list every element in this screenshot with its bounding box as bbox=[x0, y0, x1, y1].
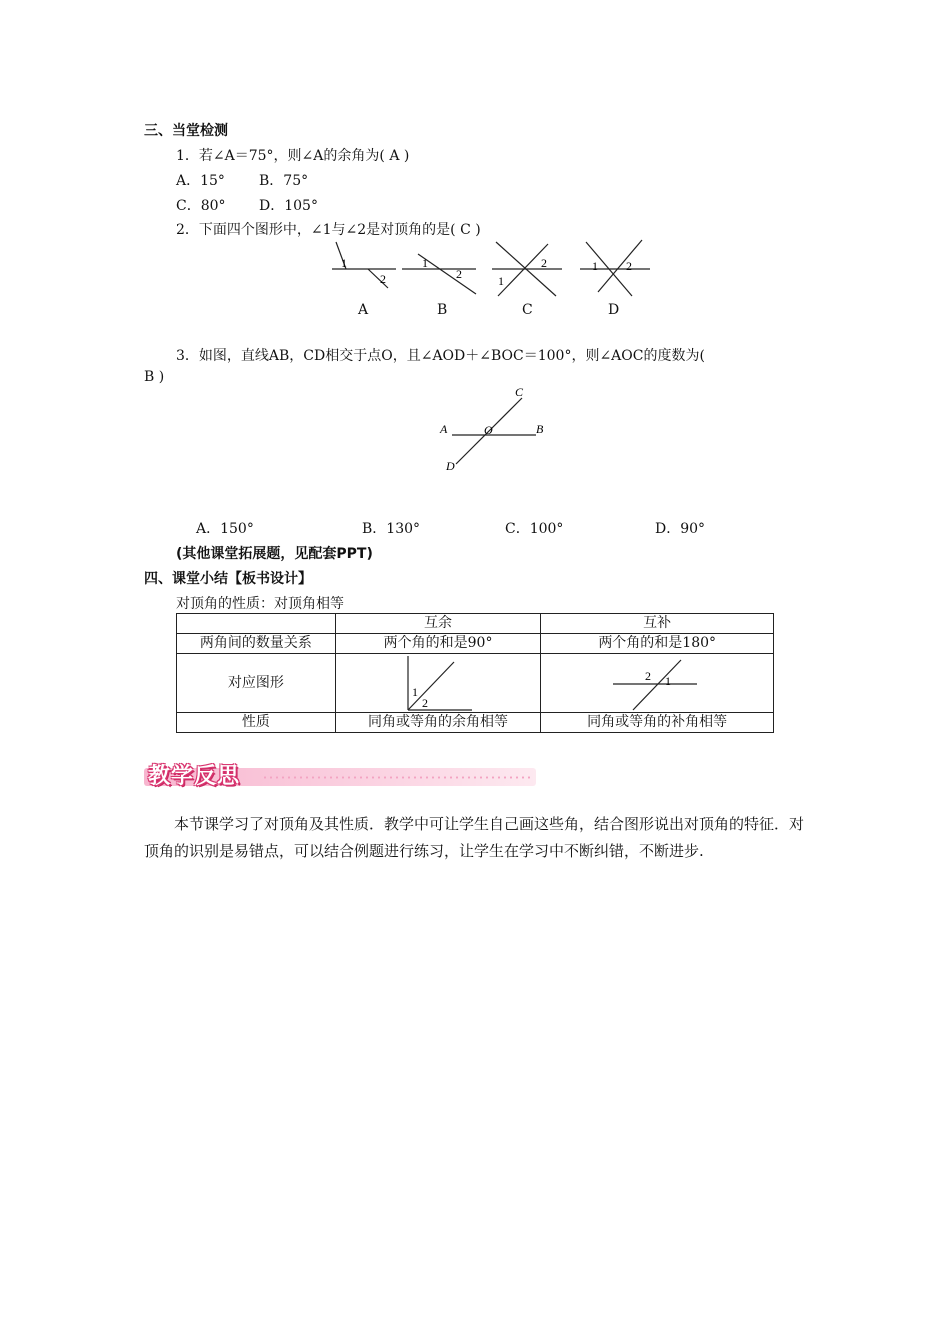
table-cell: 对应图形 bbox=[177, 654, 336, 713]
supp-angle-2: 2 bbox=[645, 669, 652, 683]
table-cell: 同角或等角的补角相等 bbox=[541, 713, 774, 733]
reflection-banner-title: 教学反思 bbox=[148, 764, 241, 789]
table-cell-complementary-figure bbox=[335, 654, 541, 713]
table-header-row bbox=[177, 614, 774, 634]
table-header-cell: 互余 bbox=[335, 614, 541, 634]
section-4-heading: 四、课堂小结【板书设计】 bbox=[144, 571, 312, 587]
table-cell: 同角或等角的余角相等 bbox=[335, 713, 541, 733]
comp-angle-1: 1 bbox=[411, 685, 418, 699]
q3-figure bbox=[436, 384, 556, 476]
table-cell: 两个角的和是180° bbox=[541, 634, 774, 654]
q1-stem: 1．若∠A＝75°，则∠A的余角为( A ) bbox=[176, 148, 410, 164]
complementary-angle-figure bbox=[336, 654, 540, 712]
table-cell: 两个角的和是90° bbox=[335, 634, 541, 654]
table-cell-supplementary-figure bbox=[541, 654, 774, 713]
table-header-cell: 互补 bbox=[541, 614, 774, 634]
q1-option-b: B．75° bbox=[259, 173, 309, 189]
q3-option-d: D．90° bbox=[655, 521, 706, 537]
reflection-banner bbox=[144, 758, 536, 792]
section-4-subtitle: 对顶角的性质：对顶角相等 bbox=[176, 596, 344, 612]
supplementary-angle-figure bbox=[541, 654, 773, 712]
extension-note: (其他课堂拓展题，见配套PPT) bbox=[176, 546, 373, 562]
table-row bbox=[177, 713, 774, 733]
section-3-heading: 三、当堂检测 bbox=[144, 123, 228, 139]
q1-option-c: C．80° bbox=[176, 198, 226, 214]
q3-stem-line1: 3．如图，直线AB，CD相交于点O，且∠AOD＋∠BOC＝100°，则∠AOC的度数为( bbox=[176, 348, 705, 364]
q2-figures bbox=[326, 236, 656, 298]
q2-stem: 2．下面四个图形中，∠1与∠2是对顶角的是( C ) bbox=[176, 222, 481, 238]
point-o: O bbox=[484, 423, 493, 437]
q3-stem-line2: B ) bbox=[144, 369, 165, 385]
fig-d-line-3 bbox=[598, 240, 642, 292]
fig-c-angle-2: 2 bbox=[541, 256, 547, 270]
table-row bbox=[177, 654, 774, 713]
q3-option-c: C．100° bbox=[505, 521, 564, 537]
q1-option-a: A．15° bbox=[176, 173, 225, 189]
table-cell: 两角间的数量关系 bbox=[177, 634, 336, 654]
fig-a-angle-1: 1 bbox=[341, 256, 347, 270]
fig-b-angle-1: 1 bbox=[422, 256, 428, 270]
supp-angle-1: 1 bbox=[665, 674, 672, 688]
table-header-cell bbox=[177, 614, 336, 634]
q2-label-c: C bbox=[522, 302, 533, 318]
point-b: B bbox=[536, 422, 544, 436]
fig-a-angle-2: 2 bbox=[380, 272, 386, 286]
q3-option-a: A．150° bbox=[196, 521, 254, 537]
fig-b-angle-2: 2 bbox=[456, 267, 462, 281]
fig-d-angle-1: 1 bbox=[592, 259, 598, 273]
fig-d-angle-2: 2 bbox=[626, 259, 632, 273]
table-row bbox=[177, 634, 774, 654]
point-d: D bbox=[446, 459, 455, 473]
table-cell: 性质 bbox=[177, 713, 336, 733]
point-c: C bbox=[515, 385, 524, 399]
reflection-paragraph: 本节课学习了对顶角及其性质．教学中可让学生自己画这些角，结合图形说出对顶角的特征．对顶角的识别是易错点，可以结合例题进行练习，让学生在学习中不断纠错，不断进步. bbox=[144, 815, 805, 860]
summary-table bbox=[176, 613, 774, 733]
q1-option-d: D．105° bbox=[259, 198, 318, 214]
fig-c-angle-1: 1 bbox=[498, 274, 504, 288]
banner-decor-dots bbox=[262, 776, 532, 779]
fig-c-line-3 bbox=[498, 244, 548, 296]
point-a: A bbox=[440, 422, 448, 436]
q2-label-a: A bbox=[358, 302, 369, 318]
q2-label-b: B bbox=[437, 302, 448, 318]
q2-label-d: D bbox=[608, 302, 620, 318]
comp-angle-2: 2 bbox=[421, 696, 428, 710]
q3-option-b: B．130° bbox=[362, 521, 421, 537]
